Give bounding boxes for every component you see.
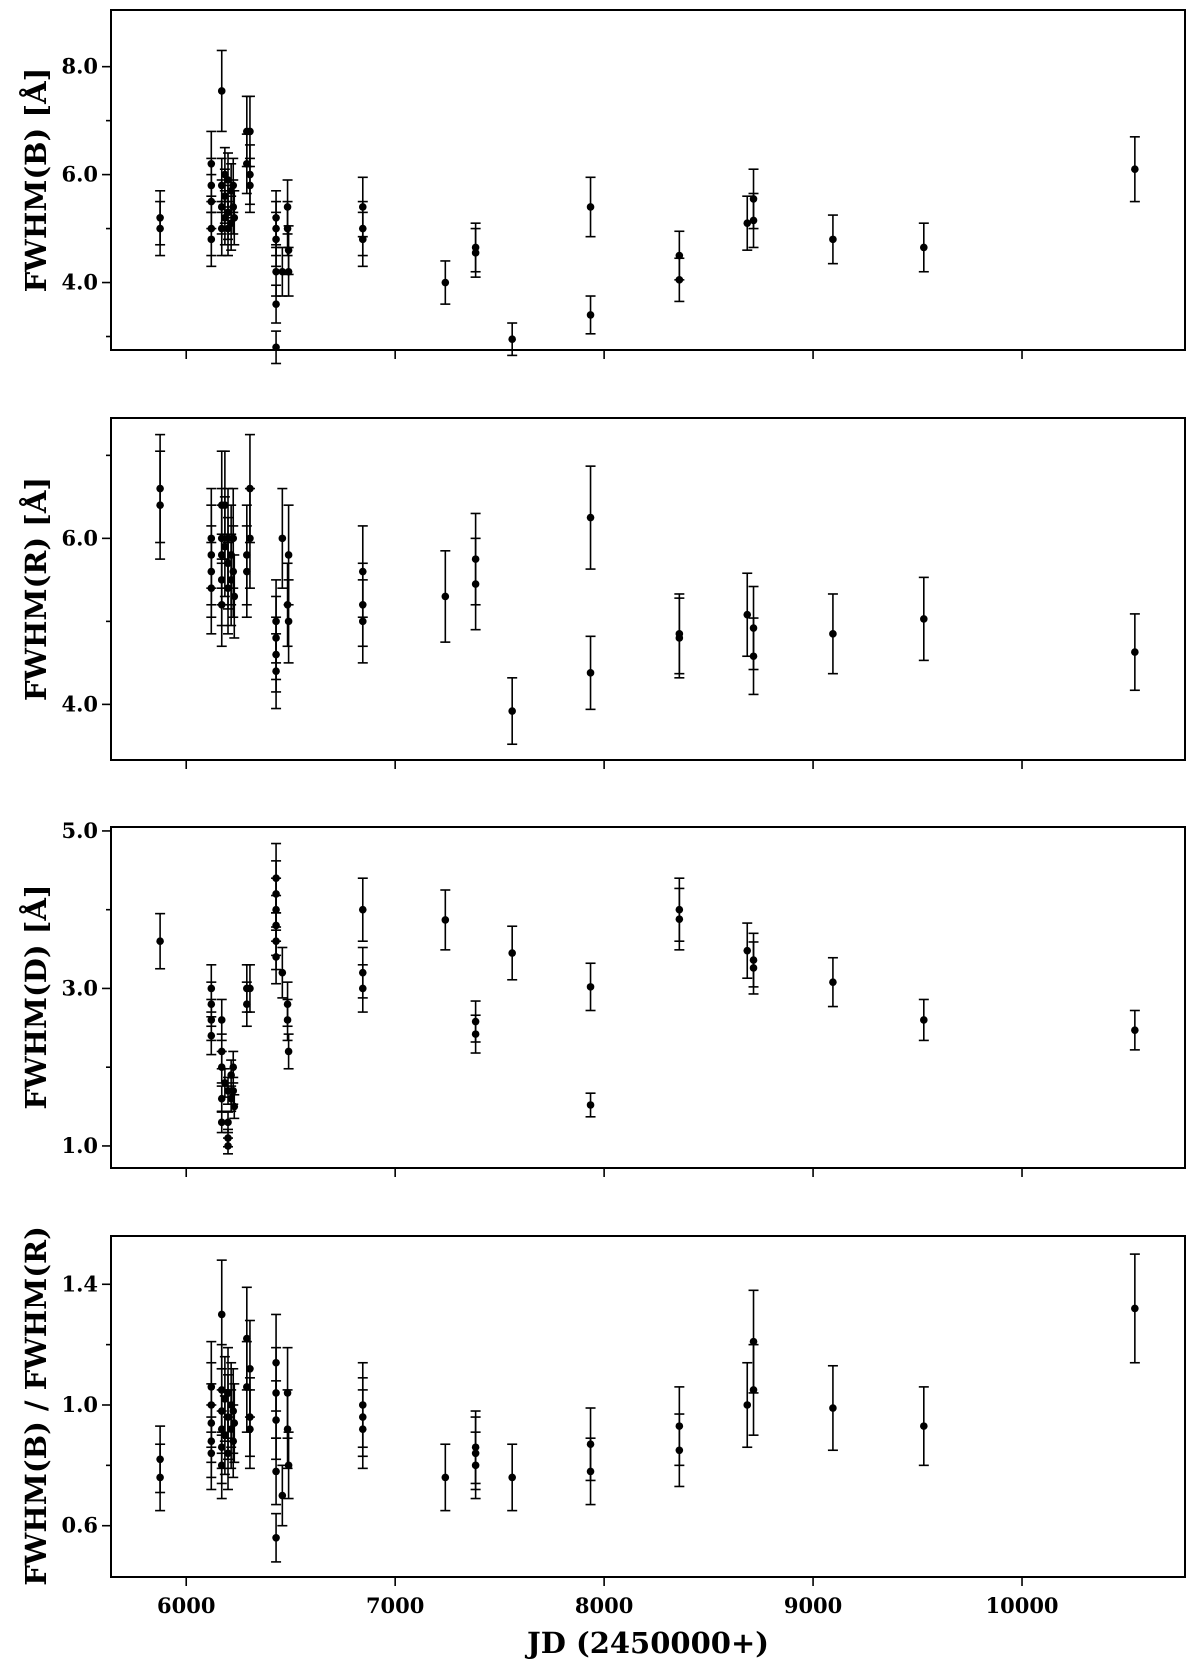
data-point	[218, 1311, 226, 1319]
data-point	[272, 344, 280, 352]
data-point	[207, 1449, 215, 1457]
x-axis-label: JD (2450000+)	[527, 1626, 769, 1660]
data-point	[750, 652, 758, 660]
data-point	[224, 1142, 232, 1150]
data-point	[743, 947, 751, 955]
data-point	[829, 1404, 837, 1412]
data-point	[829, 630, 837, 638]
data-point	[472, 1462, 480, 1470]
data-point	[587, 983, 595, 991]
data-point	[920, 1422, 928, 1430]
data-point	[920, 1016, 928, 1024]
data-point	[207, 1032, 215, 1040]
y-tick-label: 6.0	[61, 161, 98, 187]
y-axis-label: FWHM(D) [Å]	[19, 884, 53, 1110]
data-point	[1131, 1305, 1139, 1313]
data-point	[230, 593, 238, 601]
data-point	[272, 953, 280, 961]
data-point	[750, 1386, 758, 1394]
data-point	[676, 1446, 684, 1454]
y-tick-label: 1.0	[61, 1132, 98, 1158]
data-point	[218, 87, 226, 95]
data-point	[229, 1063, 237, 1071]
data-point	[359, 236, 367, 244]
x-tick-label: 7000	[365, 1593, 425, 1618]
data-point	[442, 916, 450, 924]
data-point	[359, 1425, 367, 1433]
data-point	[229, 1087, 237, 1095]
data-point	[230, 1103, 238, 1111]
y-tick-label: 1.0	[61, 1391, 98, 1417]
data-point	[472, 580, 480, 588]
data-point	[676, 634, 684, 642]
data-point	[587, 1101, 595, 1109]
data-point	[229, 1437, 237, 1445]
data-point	[587, 203, 595, 211]
data-point	[230, 1419, 238, 1427]
data-point	[246, 182, 254, 190]
data-point	[676, 276, 684, 284]
data-point	[279, 969, 287, 977]
plot-frame	[111, 10, 1185, 350]
data-point	[272, 1534, 280, 1542]
data-point	[156, 937, 164, 945]
data-point	[508, 949, 516, 957]
data-point	[587, 669, 595, 677]
data-point	[272, 1468, 280, 1476]
data-point	[587, 311, 595, 319]
data-point	[442, 1474, 450, 1482]
data-point	[246, 1425, 254, 1433]
data-point	[508, 707, 516, 715]
x-tick-label: 9000	[783, 1593, 843, 1618]
data-point	[285, 551, 293, 559]
y-tick-label: 0.6	[61, 1512, 98, 1538]
data-point	[207, 160, 215, 168]
y-tick-label: 1.4	[61, 1271, 98, 1297]
data-point	[829, 236, 837, 244]
data-point	[285, 1048, 293, 1056]
data-point	[279, 535, 287, 543]
data-point	[750, 217, 758, 225]
data-point	[156, 225, 164, 233]
data-point	[920, 244, 928, 252]
data-point	[1131, 165, 1139, 173]
data-point	[587, 514, 595, 522]
data-point	[272, 1416, 280, 1424]
x-tick-label: 10000	[985, 1593, 1059, 1618]
data-point	[246, 128, 254, 136]
data-point	[442, 279, 450, 287]
data-point	[359, 618, 367, 626]
data-point	[229, 568, 237, 576]
y-tick-label: 4.0	[61, 691, 98, 717]
data-point	[156, 501, 164, 509]
data-point	[750, 964, 758, 972]
data-point	[284, 1016, 292, 1024]
data-point	[246, 985, 254, 993]
y-tick-label: 4.0	[61, 269, 98, 295]
data-point	[272, 236, 280, 244]
y-tick-label: 6.0	[61, 525, 98, 551]
y-tick-label: 3.0	[61, 975, 98, 1001]
data-point	[218, 1016, 226, 1024]
y-tick-label: 5.0	[61, 817, 98, 843]
data-point	[587, 1468, 595, 1476]
panel-fwhm-ratio	[19, 1226, 1185, 1660]
data-point	[920, 615, 928, 623]
data-point	[285, 268, 293, 276]
data-point	[207, 584, 215, 592]
x-tick-label: 8000	[574, 1593, 634, 1618]
data-point	[508, 335, 516, 343]
data-point	[508, 1474, 516, 1482]
panel-fwhm-r	[18, 418, 1185, 769]
data-point	[156, 1474, 164, 1482]
data-point	[272, 300, 280, 308]
data-point	[246, 1365, 254, 1373]
panel-fwhm-d	[18, 818, 1185, 1177]
y-axis-label: FWHM(B) / FWHM(R)	[19, 1226, 53, 1586]
data-point	[285, 618, 293, 626]
data-point	[1131, 648, 1139, 656]
data-point	[359, 985, 367, 993]
y-axis-label: FWHM(B) [Å]	[19, 67, 53, 293]
data-point	[359, 906, 367, 914]
data-point	[246, 535, 254, 543]
data-point	[1131, 1026, 1139, 1034]
data-point	[743, 1401, 751, 1409]
data-point	[229, 203, 237, 211]
data-point	[224, 1119, 232, 1127]
x-tick-label: 6000	[156, 1593, 216, 1618]
data-point	[829, 978, 837, 986]
data-point	[442, 593, 450, 601]
data-point	[272, 667, 280, 675]
panel-fwhm-b	[18, 10, 1185, 363]
y-axis-label: FWHM(R) [Å]	[19, 476, 53, 702]
data-point	[218, 601, 226, 609]
data-point	[207, 236, 215, 244]
data-point	[472, 1030, 480, 1038]
data-point	[676, 915, 684, 923]
plot-frame	[111, 1236, 1185, 1577]
data-point	[285, 1462, 293, 1470]
data-point	[230, 214, 238, 222]
y-tick-label: 8.0	[61, 53, 98, 79]
data-point	[472, 249, 480, 257]
